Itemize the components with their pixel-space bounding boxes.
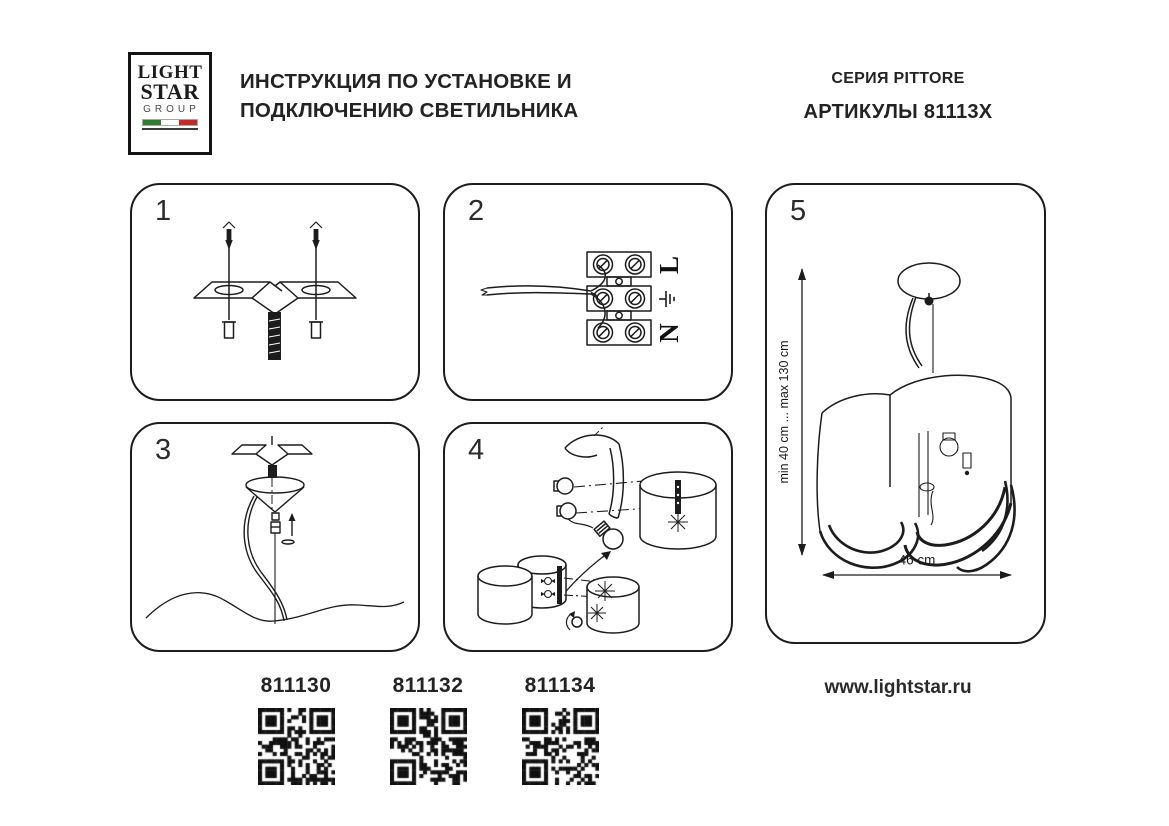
- height-dimension-arrow: [798, 268, 806, 556]
- mounting-bracket: [232, 436, 312, 478]
- qr-code: [258, 708, 335, 785]
- page-title-line1: ИНСТРУКЦИЯ ПО УСТАНОВКЕ И: [240, 70, 572, 93]
- lampshade: [587, 577, 639, 633]
- step-3-panel: [130, 422, 420, 652]
- mounting-bracket: [194, 282, 356, 314]
- shade-assembly-diagram: [445, 424, 731, 650]
- screw-point-starburst: [668, 512, 688, 532]
- power-cord: [906, 297, 922, 368]
- article-code: 811132: [392, 674, 464, 697]
- italian-flag-icon: [142, 119, 198, 126]
- series-block: [780, 70, 1016, 124]
- arrow-up-icon: [289, 513, 296, 536]
- step-number: 4: [468, 434, 485, 466]
- step-2-panel: [443, 183, 733, 401]
- series-label: СЕРИЯ PITTORE: [831, 70, 965, 87]
- width-dimension-label: 46 cm: [898, 552, 936, 568]
- step-number: 2: [468, 195, 485, 227]
- dowel-icon: [309, 322, 323, 338]
- screw-icon: [310, 222, 322, 250]
- articles-label: АРТИКУЛЫ 81113X: [803, 101, 993, 123]
- logo-text: LIGHT: [137, 62, 203, 83]
- ground-symbol-icon: [659, 291, 674, 307]
- logo-group-text: GROUP: [143, 104, 200, 115]
- cone-canopy: [246, 477, 304, 512]
- article-code: 811130: [260, 674, 332, 697]
- step-number: 3: [155, 434, 172, 466]
- bracket-mounting-diagram: [132, 185, 418, 399]
- light-bulb-icon: [568, 519, 623, 549]
- height-dimension-label: min 40 cm ... max 130 cm: [777, 340, 791, 484]
- step-number: 5: [790, 195, 807, 227]
- threaded-rod: [268, 312, 281, 360]
- page-title-line2: ПОДКЛЮЧЕНИЮ СВЕТИЛЬНИКА: [240, 99, 579, 122]
- terminal-block: [587, 252, 651, 345]
- width-dimension-arrow: [822, 571, 1012, 579]
- power-cable: [244, 496, 287, 621]
- qr-code: [522, 708, 599, 785]
- canopy-hanging-diagram: [132, 424, 418, 650]
- screw-icon: [223, 222, 235, 250]
- terminal-label-neutral: N: [654, 323, 685, 343]
- lampshade: [478, 566, 532, 624]
- step-5-panel: [765, 183, 1046, 644]
- lampshade: [640, 472, 716, 549]
- lamp-body: [554, 426, 623, 519]
- lightstar-logo: [128, 52, 212, 155]
- page-title: [240, 67, 578, 125]
- terminal-label-line: L: [654, 255, 685, 275]
- assembled-lamp-diagram: [767, 185, 1044, 642]
- step-1-panel: [130, 183, 420, 401]
- step-number: 1: [155, 195, 172, 227]
- step-4-panel: [443, 422, 733, 652]
- locking-knob: [566, 611, 582, 630]
- wiring-diagram: [445, 185, 731, 399]
- lampshade: [817, 394, 918, 568]
- article-code: 811134: [524, 674, 596, 697]
- website-url: www.lightstar.ru: [824, 677, 972, 698]
- power-cable: [481, 286, 591, 295]
- cord-grip: [271, 522, 280, 533]
- logo-underline: [142, 128, 198, 130]
- logo-text: STAR: [140, 79, 200, 104]
- lampshade: [890, 375, 1011, 565]
- qr-code: [390, 708, 467, 785]
- dowel-icon: [222, 322, 236, 338]
